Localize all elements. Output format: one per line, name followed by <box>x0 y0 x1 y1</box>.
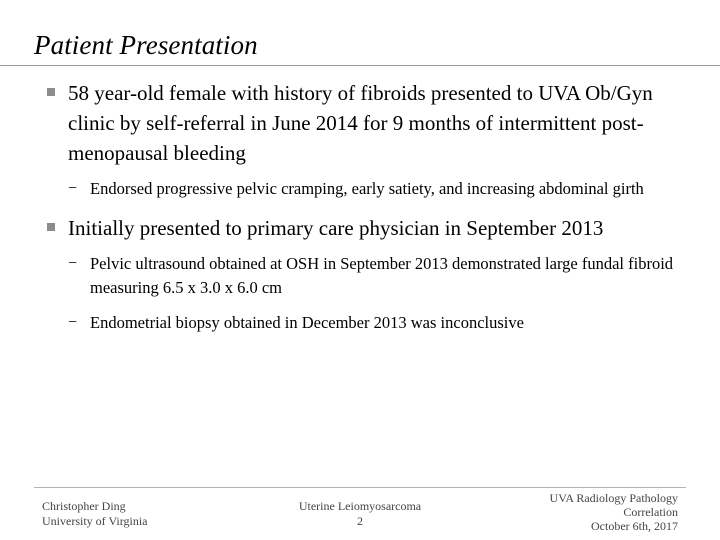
square-bullet-icon <box>47 223 55 231</box>
bullet-item <box>46 78 686 201</box>
dash-bullet-icon: − <box>68 255 78 272</box>
dash-bullet-icon: − <box>68 314 78 331</box>
footer-topic <box>285 499 435 529</box>
bullet-item <box>46 213 686 335</box>
sub-bullet-text: Pelvic ultrasound obtained at OSH in September 2013 demonstrated large fundal fibroid measuring 6.5 x 3.0 x 6.0 cm <box>90 254 674 297</box>
sub-bullet-text: Endometrial biopsy obtained in December 2013 was inconclusive <box>90 313 524 332</box>
sub-bullet-list <box>68 252 686 335</box>
slide-number: 2 <box>357 514 363 528</box>
footer-topic-title: Uterine Leiomyosarcoma <box>298 499 422 513</box>
bullet-list <box>46 78 686 347</box>
sub-bullet-list <box>68 177 686 201</box>
sub-bullet-item <box>68 311 686 335</box>
footer-author-name: Christopher Ding <box>42 499 126 513</box>
title-divider <box>0 65 720 66</box>
footer-event <box>518 491 678 533</box>
sub-bullet-item <box>68 252 686 300</box>
footer-author-affiliation: University of Virginia <box>42 514 148 528</box>
slide-title: Patient Presentation <box>34 30 258 60</box>
square-bullet-icon <box>47 88 55 96</box>
footer-event-subtitle: Correlation <box>623 505 678 519</box>
bullet-text: Initially presented to primary care physician in September 2013 <box>68 216 604 240</box>
sub-bullet-text: Endorsed progressive pelvic cramping, early satiety, and increasing abdominal girth <box>90 179 644 198</box>
footer-event-date: October 6th, 2017 <box>591 519 678 533</box>
footer-event-name: UVA Radiology Pathology <box>549 491 678 505</box>
footer-author <box>42 499 148 529</box>
sub-bullet-item <box>68 177 686 201</box>
bullet-text: 58 year-old female with history of fibroids presented to UVA Ob/Gyn clinic by self-referral in June 2014 for 9 months of intermittent post-menopausal bleeding <box>68 81 653 165</box>
footer-divider <box>34 487 686 488</box>
dash-bullet-icon: − <box>68 180 78 197</box>
